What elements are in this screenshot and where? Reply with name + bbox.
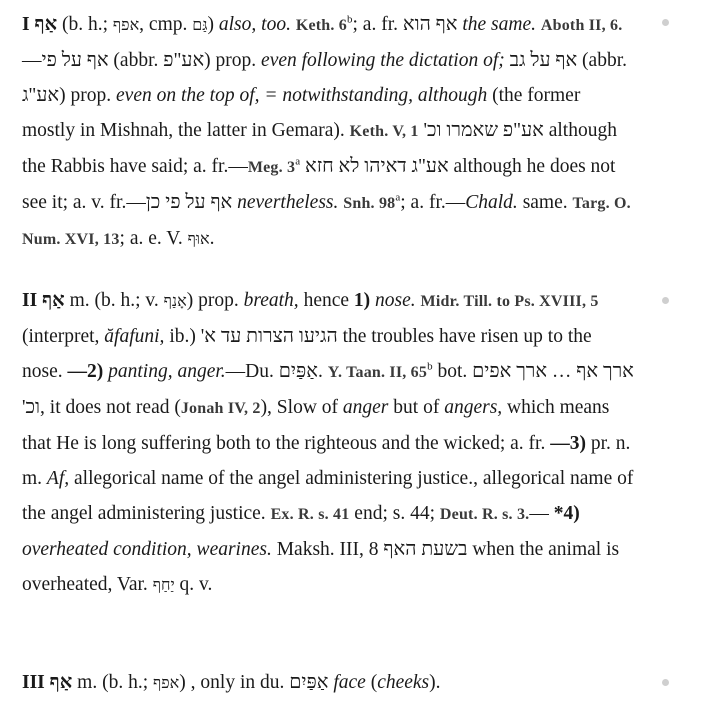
entry-gloss: cheeks: [377, 672, 430, 693]
entry-headword: 1): [353, 290, 371, 311]
entry-text: end; s. 44;: [349, 503, 440, 524]
hebrew-term: אַפַּיִם: [278, 361, 318, 382]
entry-text: q. v.: [174, 574, 213, 595]
entry-text: —: [22, 50, 42, 71]
entry-text: m. (b. h.;: [72, 672, 153, 693]
entry-text: , cmp.: [139, 14, 193, 35]
hebrew-term: אף הוא: [402, 14, 458, 35]
entry-gloss: breath,: [243, 290, 299, 311]
entry-text: ).: [429, 672, 441, 693]
hebrew-term: אע"פ: [163, 50, 205, 71]
hebrew-term: אע"ג: [22, 85, 60, 106]
hebrew-term: אָנַף: [163, 293, 187, 310]
entry-gloss: anger: [342, 397, 389, 418]
entry-reference: Jonah IV, 2: [180, 400, 261, 417]
entry-text: allegorical name of the angel administering justice., allegorical name of the angel administering justice.: [22, 468, 634, 524]
entry-gloss: Chald.: [465, 192, 518, 213]
hebrew-term: אפף: [153, 675, 180, 692]
entry-text: (: [365, 672, 378, 693]
folio-superscript: a: [295, 155, 301, 168]
entry-headword: I: [22, 14, 35, 35]
hebrew-term: אַף: [42, 290, 65, 311]
entry-text: although the Rabbis have said; a. fr.—: [22, 120, 617, 177]
entry-gloss: Af,: [46, 468, 70, 489]
entry-reference: Deut. R. s. 3.: [439, 506, 530, 523]
entry-gloss: nevertheless.: [237, 192, 339, 213]
hebrew-term: הגיעו הצרות עד א': [200, 326, 338, 347]
hebrew-term: ארך אף … ארך אפים וכ': [22, 361, 634, 418]
entry-text: although he does not see it; a. v. fr.—: [22, 156, 616, 213]
entry-text: —: [529, 503, 554, 524]
entry-text: (b. h.;: [57, 14, 113, 35]
entry-gloss: even following the dictation of;: [261, 50, 505, 71]
hebrew-term: אַף: [49, 672, 73, 693]
folio-superscript: a: [395, 191, 401, 204]
entry-reference: Midr. Till. to Ps. XVIII, 5: [420, 293, 599, 310]
entry-text: ; a. fr.—: [400, 192, 466, 213]
hebrew-term: אוּף: [187, 231, 210, 248]
entry-text: bot.: [432, 361, 473, 382]
entry-text: ), Slow of: [260, 397, 343, 418]
hebrew-term: גַּם: [192, 17, 208, 34]
entry-gloss: even on the top of, = notwithstanding, although: [116, 85, 488, 106]
entry-gloss: overheated condition, wearines.: [22, 539, 272, 560]
entry-reference: Keth. V, 1: [349, 123, 419, 140]
entry-text: which means that He is long suffering both to the righteous and the wicked; a. fr.: [22, 397, 610, 454]
entry-gloss: face: [333, 672, 366, 693]
entry-3-bullet[interactable]: [662, 679, 669, 686]
entry-gloss: nose.: [375, 290, 416, 311]
entry-text: pr. n. m.: [22, 433, 631, 489]
entry-text: hence: [298, 290, 354, 311]
entry-headword: III: [22, 672, 50, 693]
entry-text: m. (b. h.; v.: [64, 290, 164, 311]
entry-headword: II: [22, 290, 43, 311]
entry-reference: Y. Taan. II, 65: [327, 364, 428, 381]
entry-text: ) prop.: [59, 85, 117, 106]
entry-reference: Aboth II, 6.: [540, 17, 623, 34]
entry-text: ; a. fr.: [352, 14, 403, 35]
dictionary-entry-3: [22, 665, 634, 701]
entry-reference: Meg. 3: [247, 159, 296, 176]
entry-1-bullet[interactable]: [662, 19, 669, 26]
hebrew-term: אע"ג דאיהו לא חזא: [305, 156, 449, 177]
entry-gloss: panting, anger.: [108, 361, 226, 382]
entry-text: the troubles have risen up to the nose.: [22, 326, 592, 382]
hebrew-term: אַפַּיִם: [289, 672, 329, 693]
entry-text: Maksh. III, 8: [271, 539, 384, 560]
entry-text: ib.): [164, 326, 201, 347]
hebrew-term: בשעת האף: [383, 539, 468, 560]
entry-text: (abbr.: [108, 50, 164, 71]
entry-text: , it does not read (: [40, 397, 181, 418]
entry-text: .: [317, 361, 328, 382]
entry-text: (interpret,: [22, 326, 105, 347]
entry-text: —Du.: [225, 361, 279, 382]
hebrew-term: אפף: [112, 17, 140, 34]
folio-superscript: b: [347, 13, 353, 26]
entry-gloss: the same.: [462, 14, 536, 35]
entry-gloss: ăfafuni,: [104, 326, 165, 347]
entry-text: when the animal is overheated, Var.: [22, 539, 620, 595]
hebrew-term: אף על פי כן: [145, 192, 233, 213]
entry-reference: Targ. O. Num. XVI, 13: [22, 195, 631, 248]
entry-reference: Keth. 6: [295, 17, 348, 34]
entry-text: but of: [388, 397, 445, 418]
entry-gloss: angers,: [444, 397, 503, 418]
entry-text: same.: [517, 192, 573, 213]
dictionary-entry-1: [22, 7, 634, 257]
hebrew-term: יַחַף: [152, 577, 175, 594]
entry-text: ) prop.: [204, 50, 262, 71]
entry-headword: —2): [67, 361, 104, 382]
hebrew-term: אף על פי: [41, 50, 109, 71]
hebrew-term: אע"פ שאמרו וכ': [423, 120, 544, 141]
hebrew-term: אף על גב: [509, 50, 578, 71]
entry-2-bullet[interactable]: [662, 297, 669, 304]
entry-text: .: [209, 228, 215, 249]
entry-headword: —3): [550, 433, 586, 454]
entry-reference: Ex. R. s. 41: [270, 506, 350, 523]
entry-text: ) prop.: [186, 290, 244, 311]
entry-text: ; a. e. V.: [119, 228, 188, 249]
entry-headword: *4): [553, 503, 580, 524]
entry-text: ): [207, 14, 219, 35]
dictionary-entry-2: [22, 283, 634, 603]
entry-gloss: also, too.: [218, 14, 291, 35]
hebrew-term: אַף: [34, 14, 58, 35]
entry-text: (the former mostly in Mishnah, the latter in Gemara).: [22, 85, 581, 141]
folio-superscript: b: [427, 360, 433, 373]
entry-text: (abbr.: [577, 50, 627, 71]
entry-reference: Snh. 98: [343, 195, 396, 212]
entry-text: ) , only in du.: [179, 672, 290, 693]
